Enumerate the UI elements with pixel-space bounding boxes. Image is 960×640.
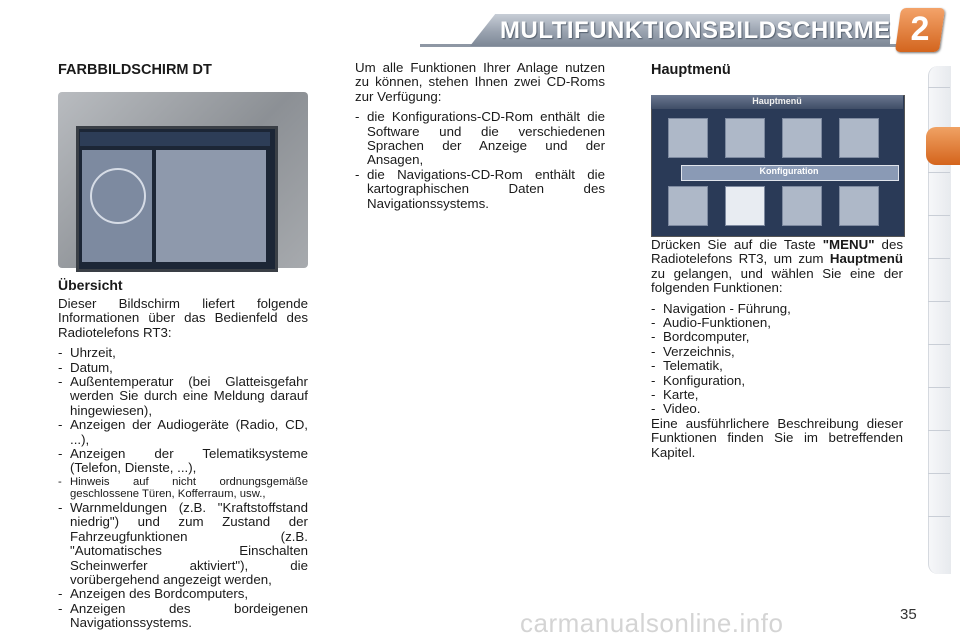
left-intro: Dieser Bildschirm liefert folgende Informationen über das Bedienfeld des Radiotelefons RT3: — [58, 296, 308, 340]
right-intro — [651, 238, 903, 296]
audio-icon — [725, 118, 765, 158]
list-item: - Außentemperatur (bei Glatteisgefahr werden Sie durch eine Meldung darauf hingewiesen), — [58, 375, 308, 418]
chapter-tab[interactable] — [928, 258, 950, 259]
intro-text: Drücken Sie auf die Taste — [651, 237, 823, 252]
chapter-tab[interactable] — [928, 301, 950, 302]
list-item: - Navigation - Führung, — [651, 302, 903, 316]
left-text-block — [58, 297, 308, 631]
directory-icon — [839, 118, 879, 158]
middle-intro: Um alle Funktionen Ihrer Anlage nutzen zu können, stehen Ihnen zwei CD-Roms zur Verfügung: — [355, 60, 605, 104]
list-item: - Anzeigen des bordeigenen Navigationssystems. — [58, 602, 308, 631]
menu-key-label: "MENU" — [822, 237, 875, 252]
display-photo-compass — [90, 168, 146, 224]
configuration-icon — [725, 186, 765, 226]
list-item: - Karte, — [651, 388, 903, 402]
list-item: - Verzeichnis, — [651, 345, 903, 359]
list-item: - Bordcomputer, — [651, 330, 903, 344]
section-heading: Hauptmenü — [651, 62, 731, 78]
main-menu-selected-label: Konfiguration — [759, 166, 819, 176]
chapter-tab[interactable] — [928, 344, 950, 345]
cdrom-list — [355, 110, 605, 211]
chapter-number: 2 — [910, 10, 930, 48]
display-photo-radio-pane — [156, 150, 266, 262]
list-item: - Hinweis auf nicht ordnungsgemäße geschlossene Türen, Kofferraum, usw., — [58, 476, 308, 501]
chapter-tab[interactable] — [928, 430, 950, 431]
map-icon — [782, 186, 822, 226]
list-item: - Telematik, — [651, 359, 903, 373]
chapter-tab[interactable] — [928, 215, 950, 216]
sub-heading: Übersicht — [58, 277, 123, 293]
main-menu-title: Hauptmenü — [752, 96, 802, 106]
chapter-tab[interactable] — [928, 516, 950, 517]
page-title: MULTIFUNKTIONSBILDSCHIRME — [500, 17, 891, 44]
display-photo-statusbar — [80, 132, 270, 146]
right-outro: Eine ausführlichere Beschreibung dieser Funktionen finden Sie im betreffenden Kapitel. — [651, 415, 903, 460]
chapter-tab[interactable] — [928, 387, 950, 388]
list-item: - Anzeigen der Telematiksysteme (Telefon, Dienste, ...), — [58, 447, 308, 476]
list-item: - Audio-Funktionen, — [651, 316, 903, 330]
middle-text-block — [355, 61, 605, 211]
list-item: - Anzeigen der Audiogeräte (Radio, CD, ...), — [58, 418, 308, 447]
navigation-icon — [668, 118, 708, 158]
watermark: carmanualsonline.info — [520, 608, 784, 638]
main-menu-label: Hauptmenü — [829, 251, 903, 267]
section-heading: FARBBILDSCHIRM DT — [58, 62, 212, 78]
chapter-tab[interactable] — [928, 473, 950, 474]
telematics-icon — [668, 186, 708, 226]
trip-computer-icon — [782, 118, 822, 158]
list-item: - Anzeigen des Bordcomputers, — [58, 587, 308, 601]
intro-text: zu gelangen, und wählen Sie eine der folgenden Funktionen: — [651, 265, 903, 296]
info-list — [58, 346, 308, 630]
list-item: - die Navigations-CD-Rom enthält die kartographischen Daten des Navigationssystems. — [355, 168, 605, 211]
chapter-tab-active[interactable] — [926, 127, 960, 165]
list-item: - Warnmeldungen (z.B. "Kraftstoffstand niedrig") und zum Zustand der Fahrzeugfunktionen (z.B. "Automatisches Einschalten Scheinwerfer aktiviert"), die vorübergehend angezeigt werden, — [58, 501, 308, 587]
list-item: - Video. — [651, 402, 903, 416]
list-item: - Datum, — [58, 361, 308, 375]
list-item: - Konfiguration, — [651, 374, 903, 388]
function-list — [651, 302, 903, 417]
chapter-tab[interactable] — [928, 87, 950, 88]
chapter-tab[interactable] — [928, 172, 950, 173]
right-text-block — [651, 238, 903, 460]
intro-text: des Radiotelefons RT3, um zum — [651, 237, 903, 267]
list-item: - die Konfigurations-CD-Rom enthält die Software und die verschiedenen Sprachen der Anzeige und der Ansagen, — [355, 110, 605, 168]
page-number: 35 — [900, 606, 917, 623]
list-item: - Uhrzeit, — [58, 346, 308, 360]
video-icon — [839, 186, 879, 226]
